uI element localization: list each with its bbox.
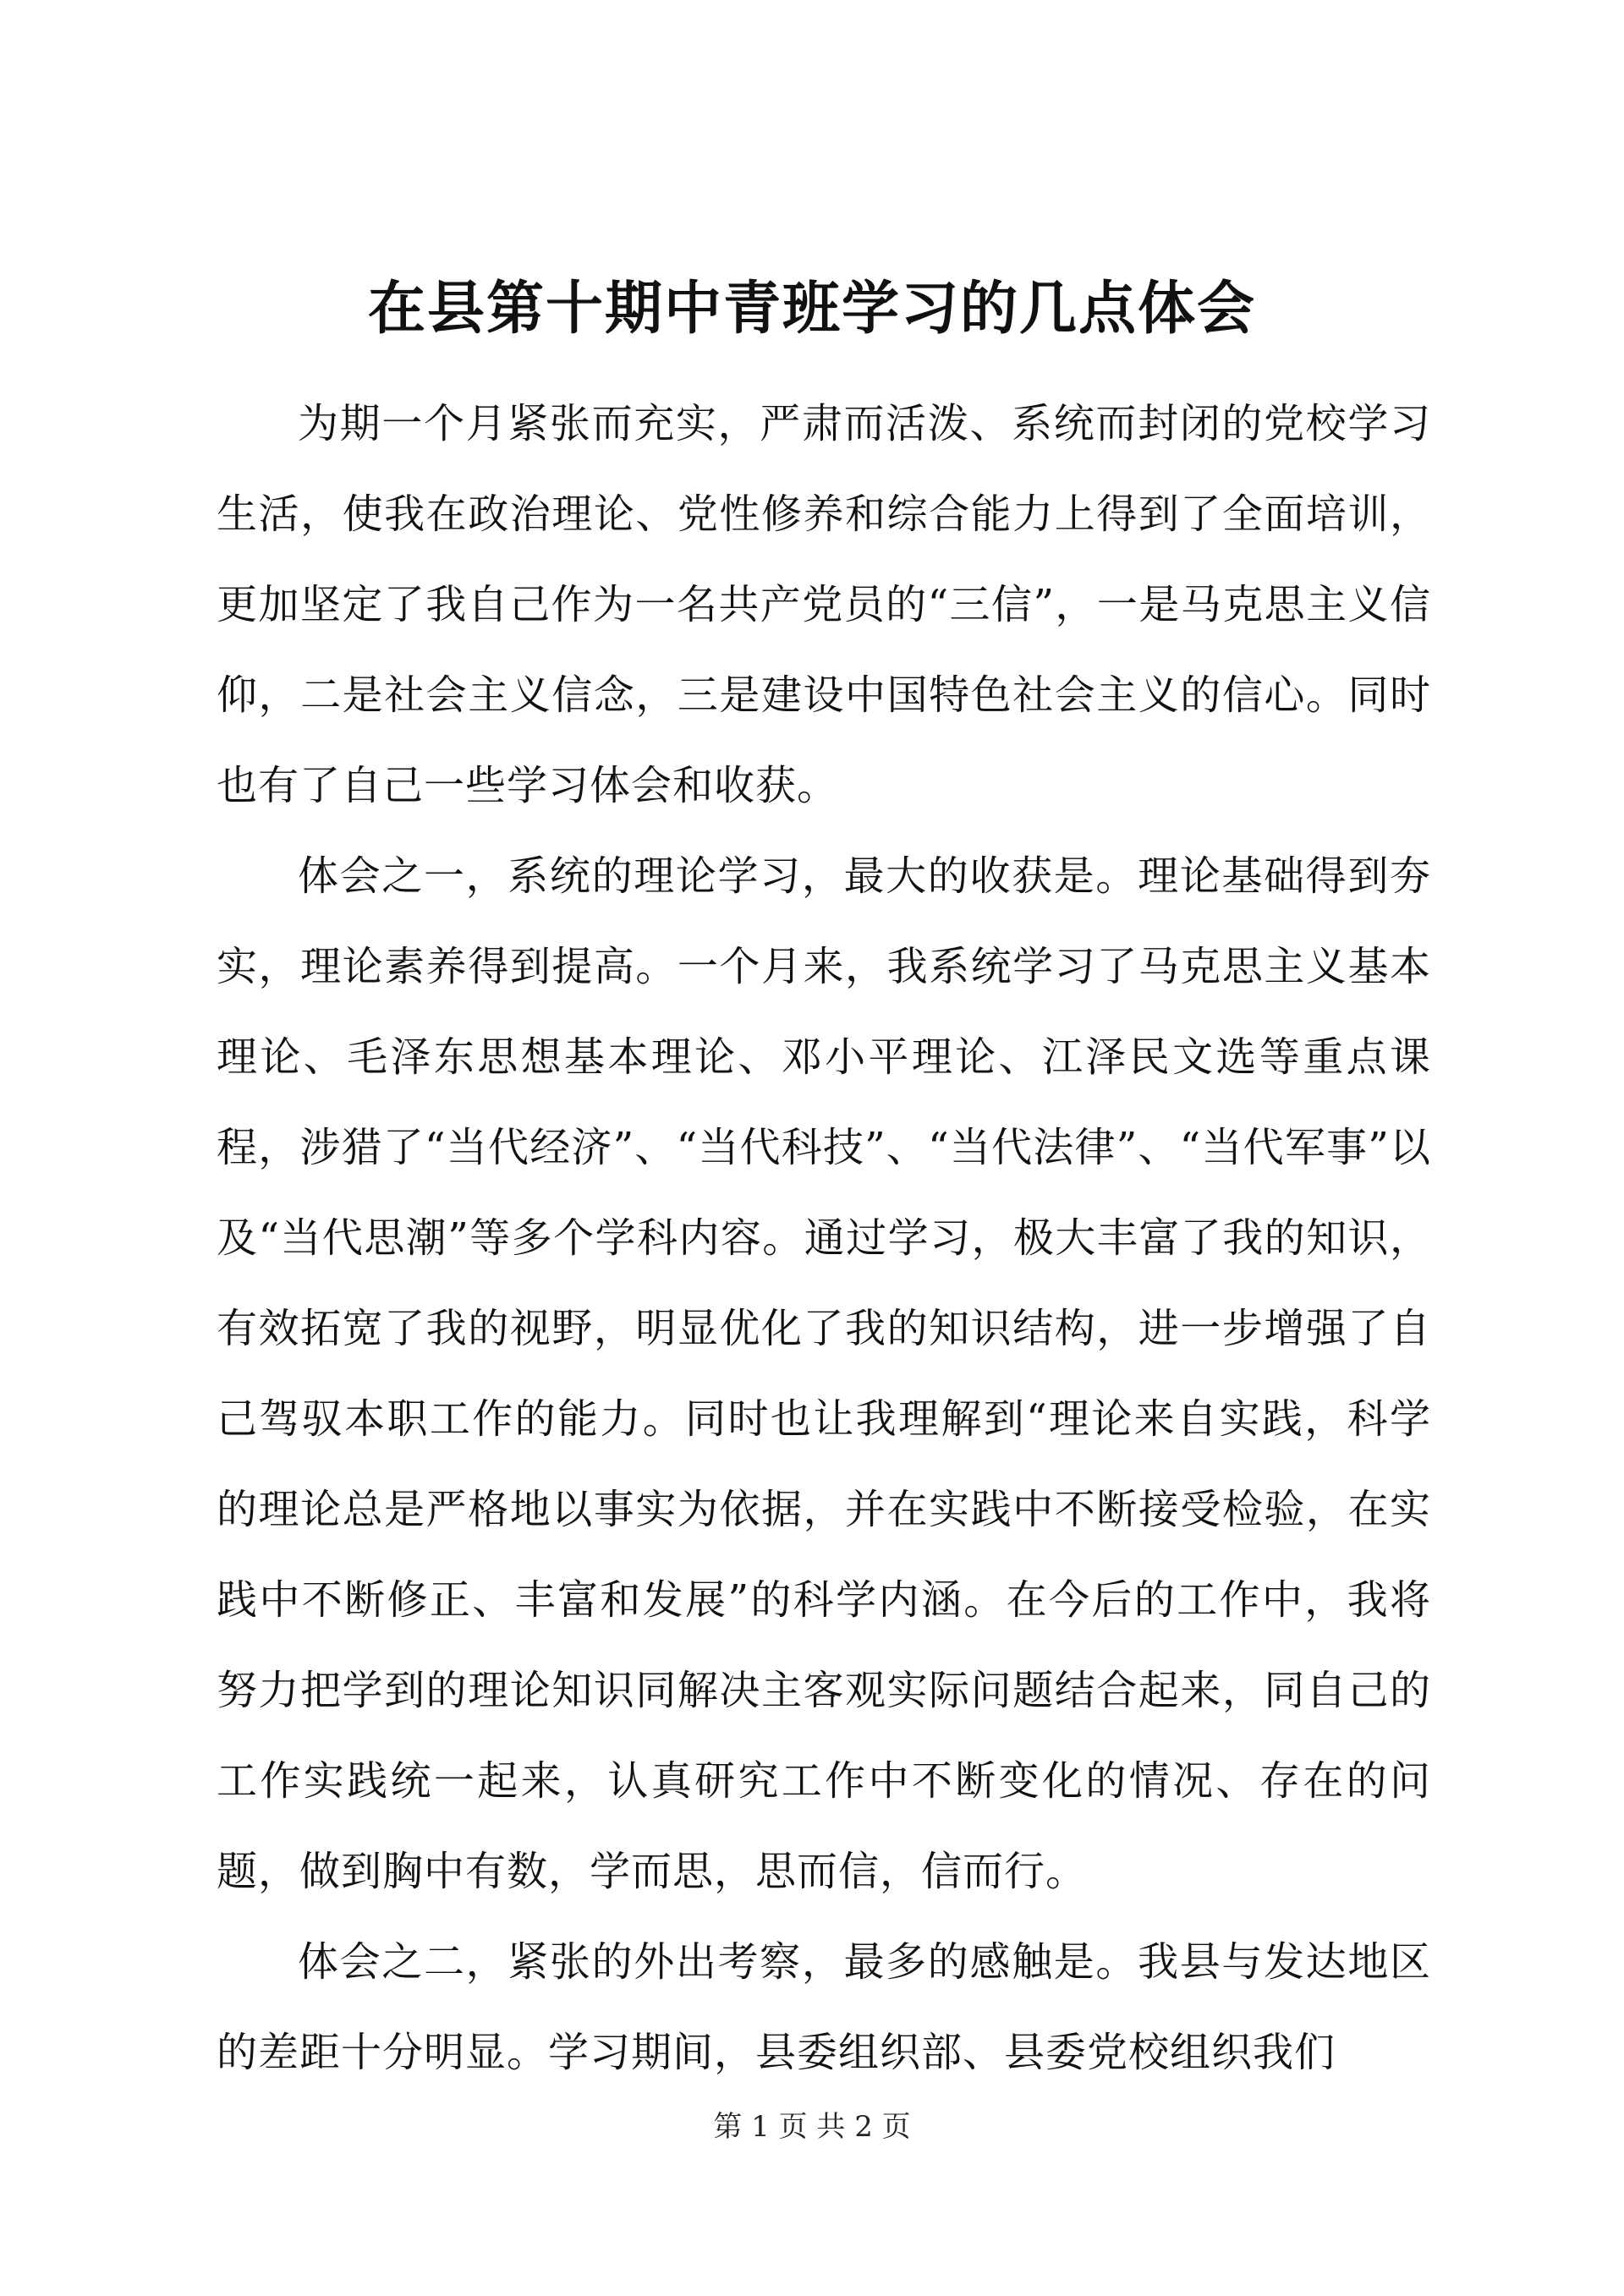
document-title: 在县第十期中青班学习的几点体会 bbox=[367, 275, 1256, 342]
paragraph-insight-one: 体会之一，系统的理论学习，最大的收获是。理论基础得到夯实，理论素养得到提高。一个月来，我系统学习了马克思主义基本理论、毛泽东思想基本理论、邓小平理论、江泽民文选等重点课程，涉猎了“当代经济”、“当代科技”、“当代法律”、“当代军事”以及“当代思潮”等多个学科内容。通过学习，极大丰富了我的知识，有效拓宽了我的视野，明显优化了我的知识结构，进一步增强了自己驾驭本职工作的能力。同时也让我理解到“理论来自实践，科学的理论总是严格地以事实为依据，并在实践中不断接受检验，在实践中不断修正、丰富和发展”的科学内涵。在今后的工作中，我将努力把学到的理论知识同解决主客观实际问题结合起来，同自己的工作实践统一起来，认真研究工作中不断变化的情况、存在的问题，做到胸中有数，学而思，思而信，信而行。 bbox=[217, 852, 1431, 1895]
paragraph-insight-two: 体会之二，紧张的外出考察，最多的感触是。我县与发达地区的差距十分明显。学习期间，县委组织部、县委党校组织我们 bbox=[217, 1938, 1431, 2076]
page-number-label: 第 1 页 共 2 页 bbox=[713, 2110, 911, 2144]
document-body bbox=[217, 379, 1431, 2098]
paragraph-intro: 为期一个月紧张而充实，严肃而活泼、系统而封闭的党校学习生活，使我在政治理论、党性修养和综合能力上得到了全面培训，更加坚定了我自己作为一名共产党员的“三信”，一是马克思主义信仰，二是社会主义信念，三是建设中国特色社会主义的信心。同时也有了自己一些学习体会和收获。 bbox=[217, 400, 1431, 809]
page-footer bbox=[0, 2106, 1624, 2148]
